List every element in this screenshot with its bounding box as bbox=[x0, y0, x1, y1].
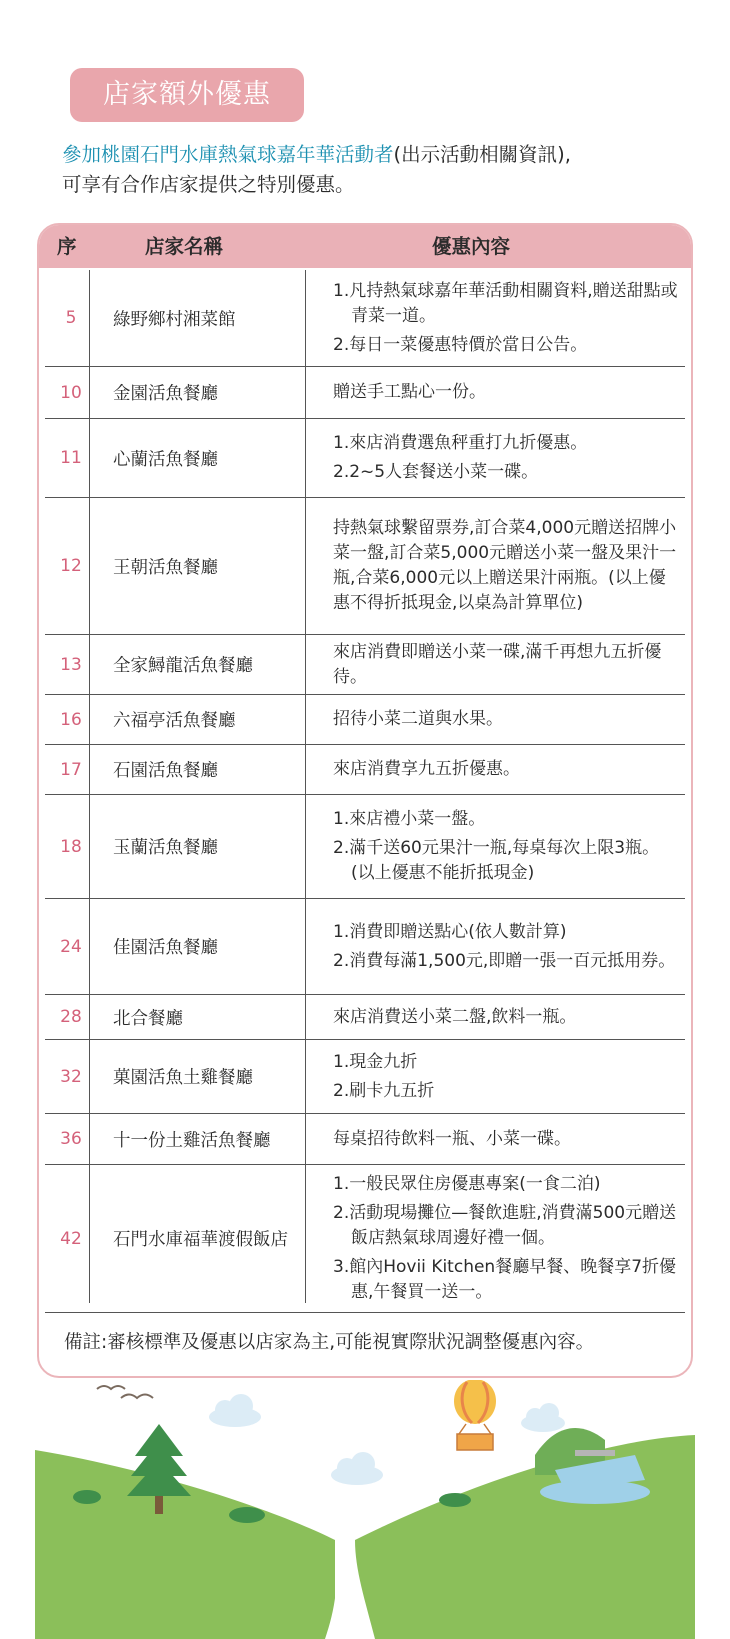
row-number: 5 bbox=[65, 308, 77, 328]
store-name: 十一份土雞活魚餐廳 bbox=[113, 1130, 271, 1151]
offer-item: 來店消費享九五折優惠。 bbox=[333, 759, 520, 779]
store-name: 石園活魚餐廳 bbox=[113, 761, 218, 781]
table-row bbox=[45, 498, 685, 635]
offer-item: 1.消費即贈送點心(依人數計算) bbox=[333, 921, 567, 942]
intro-text bbox=[62, 140, 702, 200]
store-name: 菓園活魚土雞餐廳 bbox=[113, 1068, 253, 1088]
offer-item: 2.滿千送60元果汁一瓶,每桌每次上限3瓶。(以上優惠不能折抵現金) bbox=[333, 838, 660, 883]
table-row bbox=[45, 270, 685, 367]
row-number: 11 bbox=[60, 448, 82, 468]
offer-item: 2.刷卡九五折 bbox=[333, 1080, 435, 1101]
table-row bbox=[45, 1040, 685, 1114]
table-header bbox=[39, 225, 691, 268]
offer-content bbox=[324, 995, 685, 1039]
offer-content bbox=[324, 695, 685, 744]
table-row bbox=[45, 1114, 685, 1165]
table-row bbox=[45, 635, 685, 695]
table-row bbox=[45, 745, 685, 795]
offer-item: 1.來店消費選魚秤重打九折優惠。 bbox=[333, 433, 588, 453]
offer-content bbox=[324, 367, 685, 418]
store-name: 王朝活魚餐廳 bbox=[113, 557, 218, 578]
intro-highlight: 參加桃園石門水庫熱氣球嘉年華活動者 bbox=[62, 143, 394, 166]
landscape-illustration bbox=[35, 1380, 695, 1639]
offer-content bbox=[324, 745, 685, 794]
offer-content bbox=[324, 899, 685, 994]
store-name: 北合餐廳 bbox=[113, 1008, 183, 1029]
row-number: 36 bbox=[60, 1129, 82, 1149]
row-number: 28 bbox=[60, 1007, 82, 1027]
offer-item: 2.活動現場攤位—餐飲進駐,消費滿500元贈送飯店熱氣球周邊好禮一個。 bbox=[333, 1203, 677, 1248]
offer-item: 1.現金九折 bbox=[333, 1051, 418, 1072]
offer-content bbox=[324, 1114, 685, 1164]
offer-content bbox=[324, 419, 685, 497]
offer-item: 1.凡持熱氣球嘉年華活動相關資料,贈送甜點或青菜一道。 bbox=[333, 280, 678, 326]
store-name: 心蘭活魚餐廳 bbox=[113, 449, 218, 470]
birds-icon bbox=[97, 1386, 153, 1398]
row-number: 24 bbox=[60, 936, 82, 957]
offer-content bbox=[324, 795, 685, 898]
cloud-icon bbox=[209, 1394, 261, 1427]
store-name: 六福亭活魚餐廳 bbox=[113, 711, 236, 731]
offer-content bbox=[324, 1165, 685, 1312]
store-name: 綠野鄉村湘菜館 bbox=[113, 309, 236, 330]
table-row bbox=[45, 899, 685, 995]
offer-item: 2.2~5人套餐送小菜一碟。 bbox=[333, 462, 539, 482]
header-offer: 優惠內容 bbox=[432, 235, 511, 258]
offer-item: 1.一般民眾住房優惠專案(一食二泊) bbox=[333, 1174, 601, 1194]
offer-item: 每桌招待飲料一瓶、小菜一碟。 bbox=[333, 1128, 571, 1149]
page-title: 店家額外優惠 bbox=[70, 68, 304, 122]
table-row bbox=[45, 1165, 685, 1313]
offer-item: 招待小菜二道與水果。 bbox=[333, 709, 503, 729]
row-number: 42 bbox=[60, 1228, 82, 1249]
column-divider bbox=[305, 270, 306, 1303]
store-name: 佳園活魚餐廳 bbox=[113, 938, 218, 958]
offer-content bbox=[324, 270, 685, 366]
intro-rest: (出示活動相關資訊), bbox=[393, 143, 571, 166]
hot-air-balloon-icon bbox=[454, 1380, 496, 1450]
store-offers-table bbox=[37, 223, 693, 1378]
footnote: 備註:審核標準及優惠以店家為主,可能視實際狀況調整優惠內容。 bbox=[64, 1332, 595, 1353]
offer-content bbox=[324, 635, 685, 694]
table-row bbox=[45, 367, 685, 419]
offer-item: 2.每日一菜優惠特價於當日公告。 bbox=[333, 334, 588, 355]
table-row bbox=[45, 695, 685, 745]
row-number: 17 bbox=[60, 759, 82, 780]
row-number: 32 bbox=[60, 1066, 82, 1087]
offer-content bbox=[324, 1040, 685, 1113]
offer-item: 贈送手工點心一份。 bbox=[333, 382, 486, 402]
store-name: 玉蘭活魚餐廳 bbox=[113, 838, 218, 858]
row-number: 16 bbox=[60, 709, 82, 730]
cloud-icon bbox=[521, 1403, 565, 1432]
offer-item: 來店消費即贈送小菜一碟,滿千再想九五折優待。 bbox=[333, 641, 662, 687]
offer-item: 3.館內Hovii Kitchen餐廳早餐、晚餐享7折優惠,午餐買一送一。 bbox=[333, 1257, 677, 1302]
store-name: 石門水庫福華渡假飯店 bbox=[113, 1230, 288, 1250]
table-row bbox=[45, 795, 685, 899]
table-row bbox=[45, 419, 685, 498]
column-divider bbox=[89, 270, 90, 1303]
header-num: 序 bbox=[57, 235, 77, 258]
dam-icon bbox=[535, 1428, 650, 1504]
store-name: 金園活魚餐廳 bbox=[113, 384, 218, 404]
row-number: 12 bbox=[60, 556, 82, 576]
table-row bbox=[45, 995, 685, 1040]
offer-item: 1.來店禮小菜一盤。 bbox=[333, 809, 486, 829]
offer-item: 來店消費送小菜二盤,飲料一瓶。 bbox=[333, 1006, 577, 1027]
row-number: 10 bbox=[60, 382, 82, 403]
row-number: 18 bbox=[60, 836, 82, 857]
intro-line2: 可享有合作店家提供之特別優惠。 bbox=[62, 173, 355, 196]
row-number: 13 bbox=[60, 654, 82, 675]
header-name: 店家名稱 bbox=[145, 235, 224, 258]
store-name: 全家鱘龍活魚餐廳 bbox=[113, 656, 253, 676]
offer-content bbox=[324, 498, 685, 634]
offer-item: 持熱氣球繫留票券,訂合菜4,000元贈送招牌小菜一盤,訂合菜5,000元贈送小菜一盤及果汁一瓶,合菜6,000元以上贈送果汁兩瓶。(以上優惠不得折抵現金,以桌為計算單位) bbox=[333, 518, 677, 613]
offer-item: 2.消費每滿1,500元,即贈一張一百元抵用券。 bbox=[333, 950, 676, 971]
cloud-icon bbox=[331, 1452, 383, 1485]
